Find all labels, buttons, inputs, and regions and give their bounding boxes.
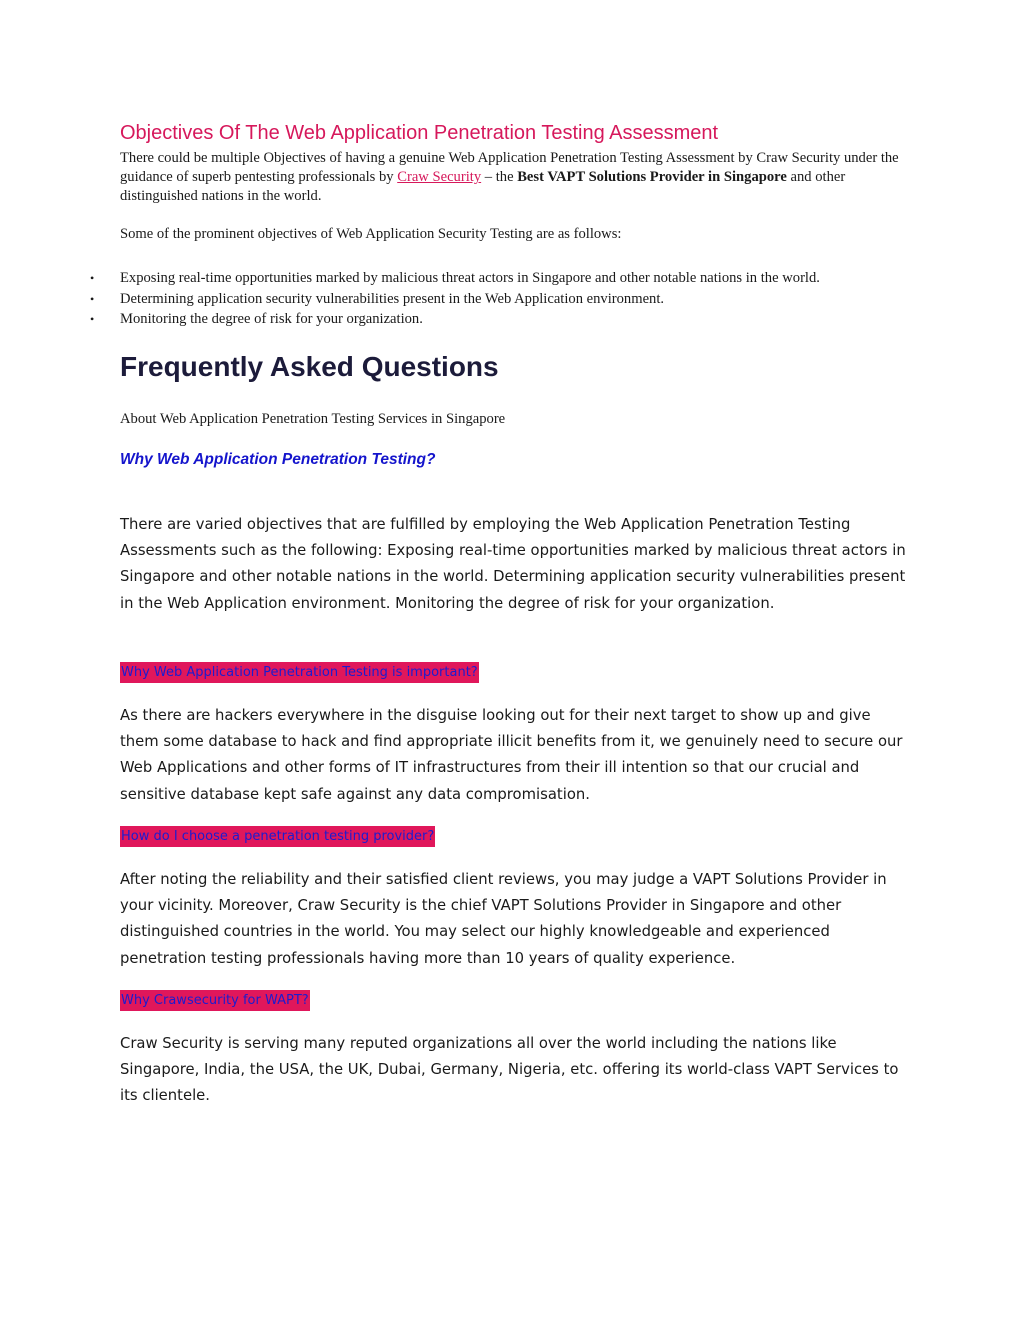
faq-question-3: How do I choose a penetration testing provider? [120,826,435,847]
bullet-icon: • [90,312,95,326]
objectives-lead-in: Some of the prominent objectives of Web Application Security Testing are as follows: [120,226,622,242]
faq-answer-4: Craw Security is serving many reputed organizations all over the world including the nations like Singapore, India, the USA, the UK, Dubai, Germany, Nigeria, etc. offering its world-class VAPT Services to its clientele. [120,1035,899,1105]
faq-question-4: Why Crawsecurity for WAPT? [120,990,310,1011]
objectives-heading: Objectives Of The Web Application Penetration Testing Assessment [120,122,719,144]
objectives-list [0,268,1024,330]
list-item [0,309,1024,330]
faq-answer-3: After noting the reliability and their satisfied client reviews, you may judge a VAPT Solutions Provider in your vicinity. Moreover, Craw Security is the chief VAPT Solutions Provider in Singapore and other distinguished countries in the world. You may select our highly knowledgeable and experienced penetration testing professionals having more than 10 years of quality experience. [120,871,887,967]
faq-answer-2: As there are hackers everywhere in the disguise looking out for their next target to show up and give them some database to hack and find appropriate illicit benefits from it, we genuinely need to secure our Web Applications and other forms of IT infrastructures from their ill intention so that our crucial and sensitive database kept safe against any data compromisation. [120,707,903,803]
bullet-icon: • [90,291,95,306]
intro-bold-text: Best VAPT Solutions Provider in Singapore [517,169,787,185]
intro-text-end: and other distinguished nations in the world. [120,169,846,204]
list-item-text: Monitoring the degree of risk for your organization. [120,311,423,327]
faq-answer-1: There are varied objectives that are fulfilled by employing the Web Application Penetration Testing Assessments such as the following: Exposing real-time opportunities marked by malicious threat actors in Singapore and other notable nations in the world. Determining application security vulnerabilities present in the Web Application environment. Monitoring the degree of risk for your organization. [120,516,906,612]
faq-question-2: Why Web Application Penetration Testing is important? [120,662,479,683]
craw-security-link[interactable]: Craw Security [397,169,482,185]
faq-heading: Frequently Asked Questions [120,351,499,382]
intro-text-start: There could be multiple Objectives of having a genuine Web Application Penetration Testing Assessment by Craw Security under the guidance of superb pentesting professionals by [120,150,899,185]
objectives-intro-paragraph [120,149,910,206]
bullet-icon: • [90,271,95,285]
list-item [0,268,1024,289]
list-item-text: Exposing real-time opportunities marked by malicious threat actors in Singapore and other notable nations in the world. [120,270,820,286]
faq-subtitle: About Web Application Penetration Testing Services in Singapore [120,411,506,427]
list-item [0,289,1024,310]
intro-text-mid: – the [481,169,518,185]
list-item-text: Determining application security vulnerabilities present in the Web Application environment. [120,290,665,307]
faq-question-1: Why Web Application Penetration Testing? [120,451,436,468]
